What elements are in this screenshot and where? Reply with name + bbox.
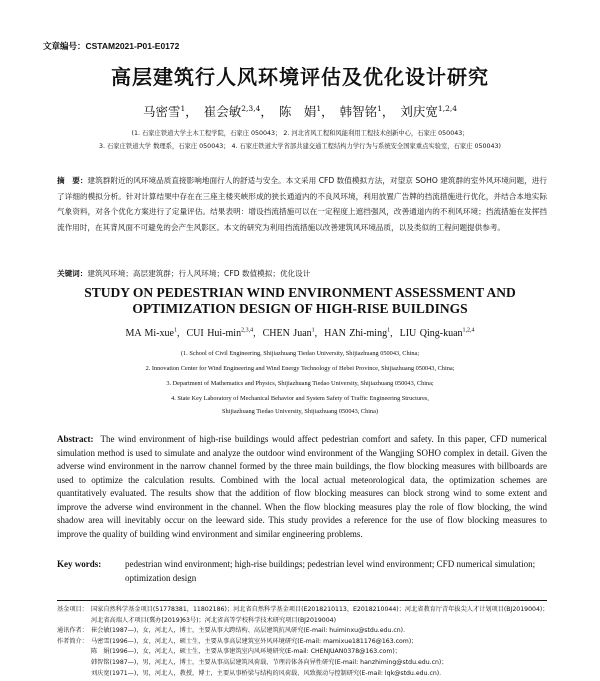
author-bio-line: 陈 娟(1996—)，女，河北人，硕士生，主要从事建筑室内风环境研究(E-mail: CHENJUAN0378@163.com)； [91,648,401,656]
english-abstract-label: Abstract: [57,434,94,444]
corresponding-text: 崔会敏(1987—)，女，河北人，博士，主要从事大跨结构、高层建筑抗风研究(E-mail: huiminxu@stdu.edu.cn). [91,627,406,635]
english-keywords-text: pedestrian wind environment; high-rise buildings; pedestrian level wind environment; CFD numerical simulation; optimization design [125,559,536,583]
chinese-authors: 马密雪$^1$， 崔会敏$^{2,3,4}$， 陈 娟$^1$， 韩智铭$^1$， 刘庆宽$^{1,2,4}$ [142,103,458,119]
english-affiliation-line: 2. Innovation Center for Wind Engineering and Wind Energy Technology of Hebei Province, Shijiazhuang 050043, China; [145,365,455,372]
english-abstract [57,433,547,541]
fund-footnote [57,605,552,626]
footnotes [57,605,552,679]
fund-label: 基金项目： [57,606,88,613]
chinese-keywords-label: 关键词： [57,269,88,278]
english-affiliation-line: 3. Department of Mathematics and Physics, Shijiazhuang Tiedao University, Shijiazhuang 050043, China; [166,380,434,387]
author: 韩智铭$^1$ [339,103,382,119]
author: 陈 娟$^1$ [278,103,322,119]
chinese-affiliation-line: 3. 石家庄铁道大学 数理系，石家庄 050043； 4. 石家庄铁道大学省部共建交通工程结构力学行为与系统安全国家重点实验室，石家庄 050043) [99,143,501,150]
author-bio-line: 韩智铭(1987—)，男，河北人，博士，主要从事高层建筑风荷载、节理岩体各向异性研究(E-mail: hanzhiming@stdu.edu.cn)； [91,658,448,666]
author: LIU Qing-kuan$^{1,2,4}$ [399,327,475,339]
chinese-affiliation-line: (1. 石家庄铁道大学土木工程学院，石家庄 050043； 2. 河北省风工程和风能利用工程技术创新中心，石家庄 050043； [131,130,469,137]
author: CHEN Juan$^1$ [262,327,315,339]
chinese-title: 高层建筑行人风环境评估及优化设计研究 [111,65,489,89]
english-title [40,285,560,317]
corresponding-footnote [57,626,552,637]
chinese-keywords [57,268,547,279]
author: 崔会敏$^{2,3,4}$ [203,103,261,119]
author: 马密雪$^1$ [142,103,186,119]
english-affiliation-line: Shijiazhuang Tiedao University, Shijiazhuang 050043, China) [221,408,379,415]
english-title-line: STUDY ON PEDESTRIAN WIND ENVIRONMENT ASSESSMENT AND [84,285,516,300]
chinese-abstract-text: 建筑群附近的风环境品质直接影响地面行人的舒适与安全。本文采用 CFD 数值模拟方法，对望京 SOHO 建筑群的室外风环境问题，进行了详细的模拟分析。针对计算结果中存在在三座主楼夹峡形成的狭长通道内的不良风环境，利用放置广告牌的挡流措施进行优化，并结合本地实际气象资料，对各个优化方案进行了定量评估。结果表明：增设挡流措施可以在一定程度上遮挡强风，改善通道内的不利风环境；挡流措施在发挥挡流作用时，在其背风面不可避免的会产生风影区。本文的研究为利用挡流措施以改善建筑风环境品质，以及类似的工程问题提供参考。 [57,176,547,232]
author: MA Mi-xue$^1$ [125,327,177,339]
author-bio-footnote [57,637,552,648]
english-title-line: OPTIMIZATION DESIGN OF HIGH-RISE BUILDINGS [132,301,468,316]
english-keywords-label: Key words: [57,559,102,569]
author: 刘庆宽$^{1,2,4}$ [400,103,458,119]
author-bio-text: 马密雪(1996—)，女，河北人，硕士生，主要从事高层建筑室外风环境研究(E-mail: mamixue181176@163.com)； [91,637,418,645]
english-abstract-text: The wind environment of high-rise buildings would affect pedestrian comfort and safety. In this paper, CFD numerical simulation method is used to simulate and analyze the outdoor wind environment of the Wangjing SOHO complex in detail. Given the adverse wind environment in the narrow channel formed by the three main buildings, the flow blocking measures with billboards are used to optimize the calculation results. Combined with the local actual meteorological data, the optimization schemes are quantitatively evaluated. The results show that the addition of flow blocking measures can block strong wind to some extent and improve the adverse wind environment in the channel. When the flow blocking measures play the role of flow blocking, the wind shadow area will inevitably occur on the leeward side. This study provides a reference for the use of flow blocking measures to improve the quality of building wind environment and similar engineering problems. [57,434,547,539]
chinese-abstract-label: 摘 要： [57,176,88,185]
author-bio-line: 刘庆宽(1971—)，男，河北人，教授，博士，主要从事桥梁与结构的风荷载、风致振动与控制研究(E-mail: lqk@stdu.edu.cn). [91,669,442,677]
footnote-divider [57,600,547,601]
chinese-abstract [57,173,547,235]
author-bio-label: 作者简介： [57,637,88,645]
corresponding-label: 通讯作者： [57,627,88,635]
author: HAN Zhi-ming$^1$ [324,327,391,339]
english-affiliation-line: (1. School of Civil Engineering, Shijiazhuang Tiedao University, Shijiazhuang 050043, China; [180,350,420,357]
english-affiliation-line: 4. State Key Laboratory of Mechanical Behavior and System Safety of Traffic Engineering Structures, [171,395,429,402]
fund-text: 国家自然科学基金项目(51778381，11802186)；河北省自然科学基金项目(E2018210113，E2018210044)；河北省教育厅青年拔尖人才计划项目(BJ2019004)；河北省高端人才项目(冀办[2019]63号)；河北省高等学校科学技术研究项目(BJ2019004) [91,606,549,624]
english-authors: MA Mi-xue$^1$, CUI Hui-$\min^{2,3,4}$, CHEN Juan$^1$, HAN Zhi-ming$^1$, LIU Qing-kuan$^{1,2,4}$ [125,327,475,339]
article-number: 文章编号：CSTAM2021-P01-E0172 [43,41,180,51]
author: CUI Hui-$\min^{2,3,4}$ [186,327,254,339]
chinese-keywords-text: 建筑风环境；高层建筑群；行人风环境；CFD 数值模拟；优化设计 [87,269,311,278]
english-keywords [57,558,547,585]
